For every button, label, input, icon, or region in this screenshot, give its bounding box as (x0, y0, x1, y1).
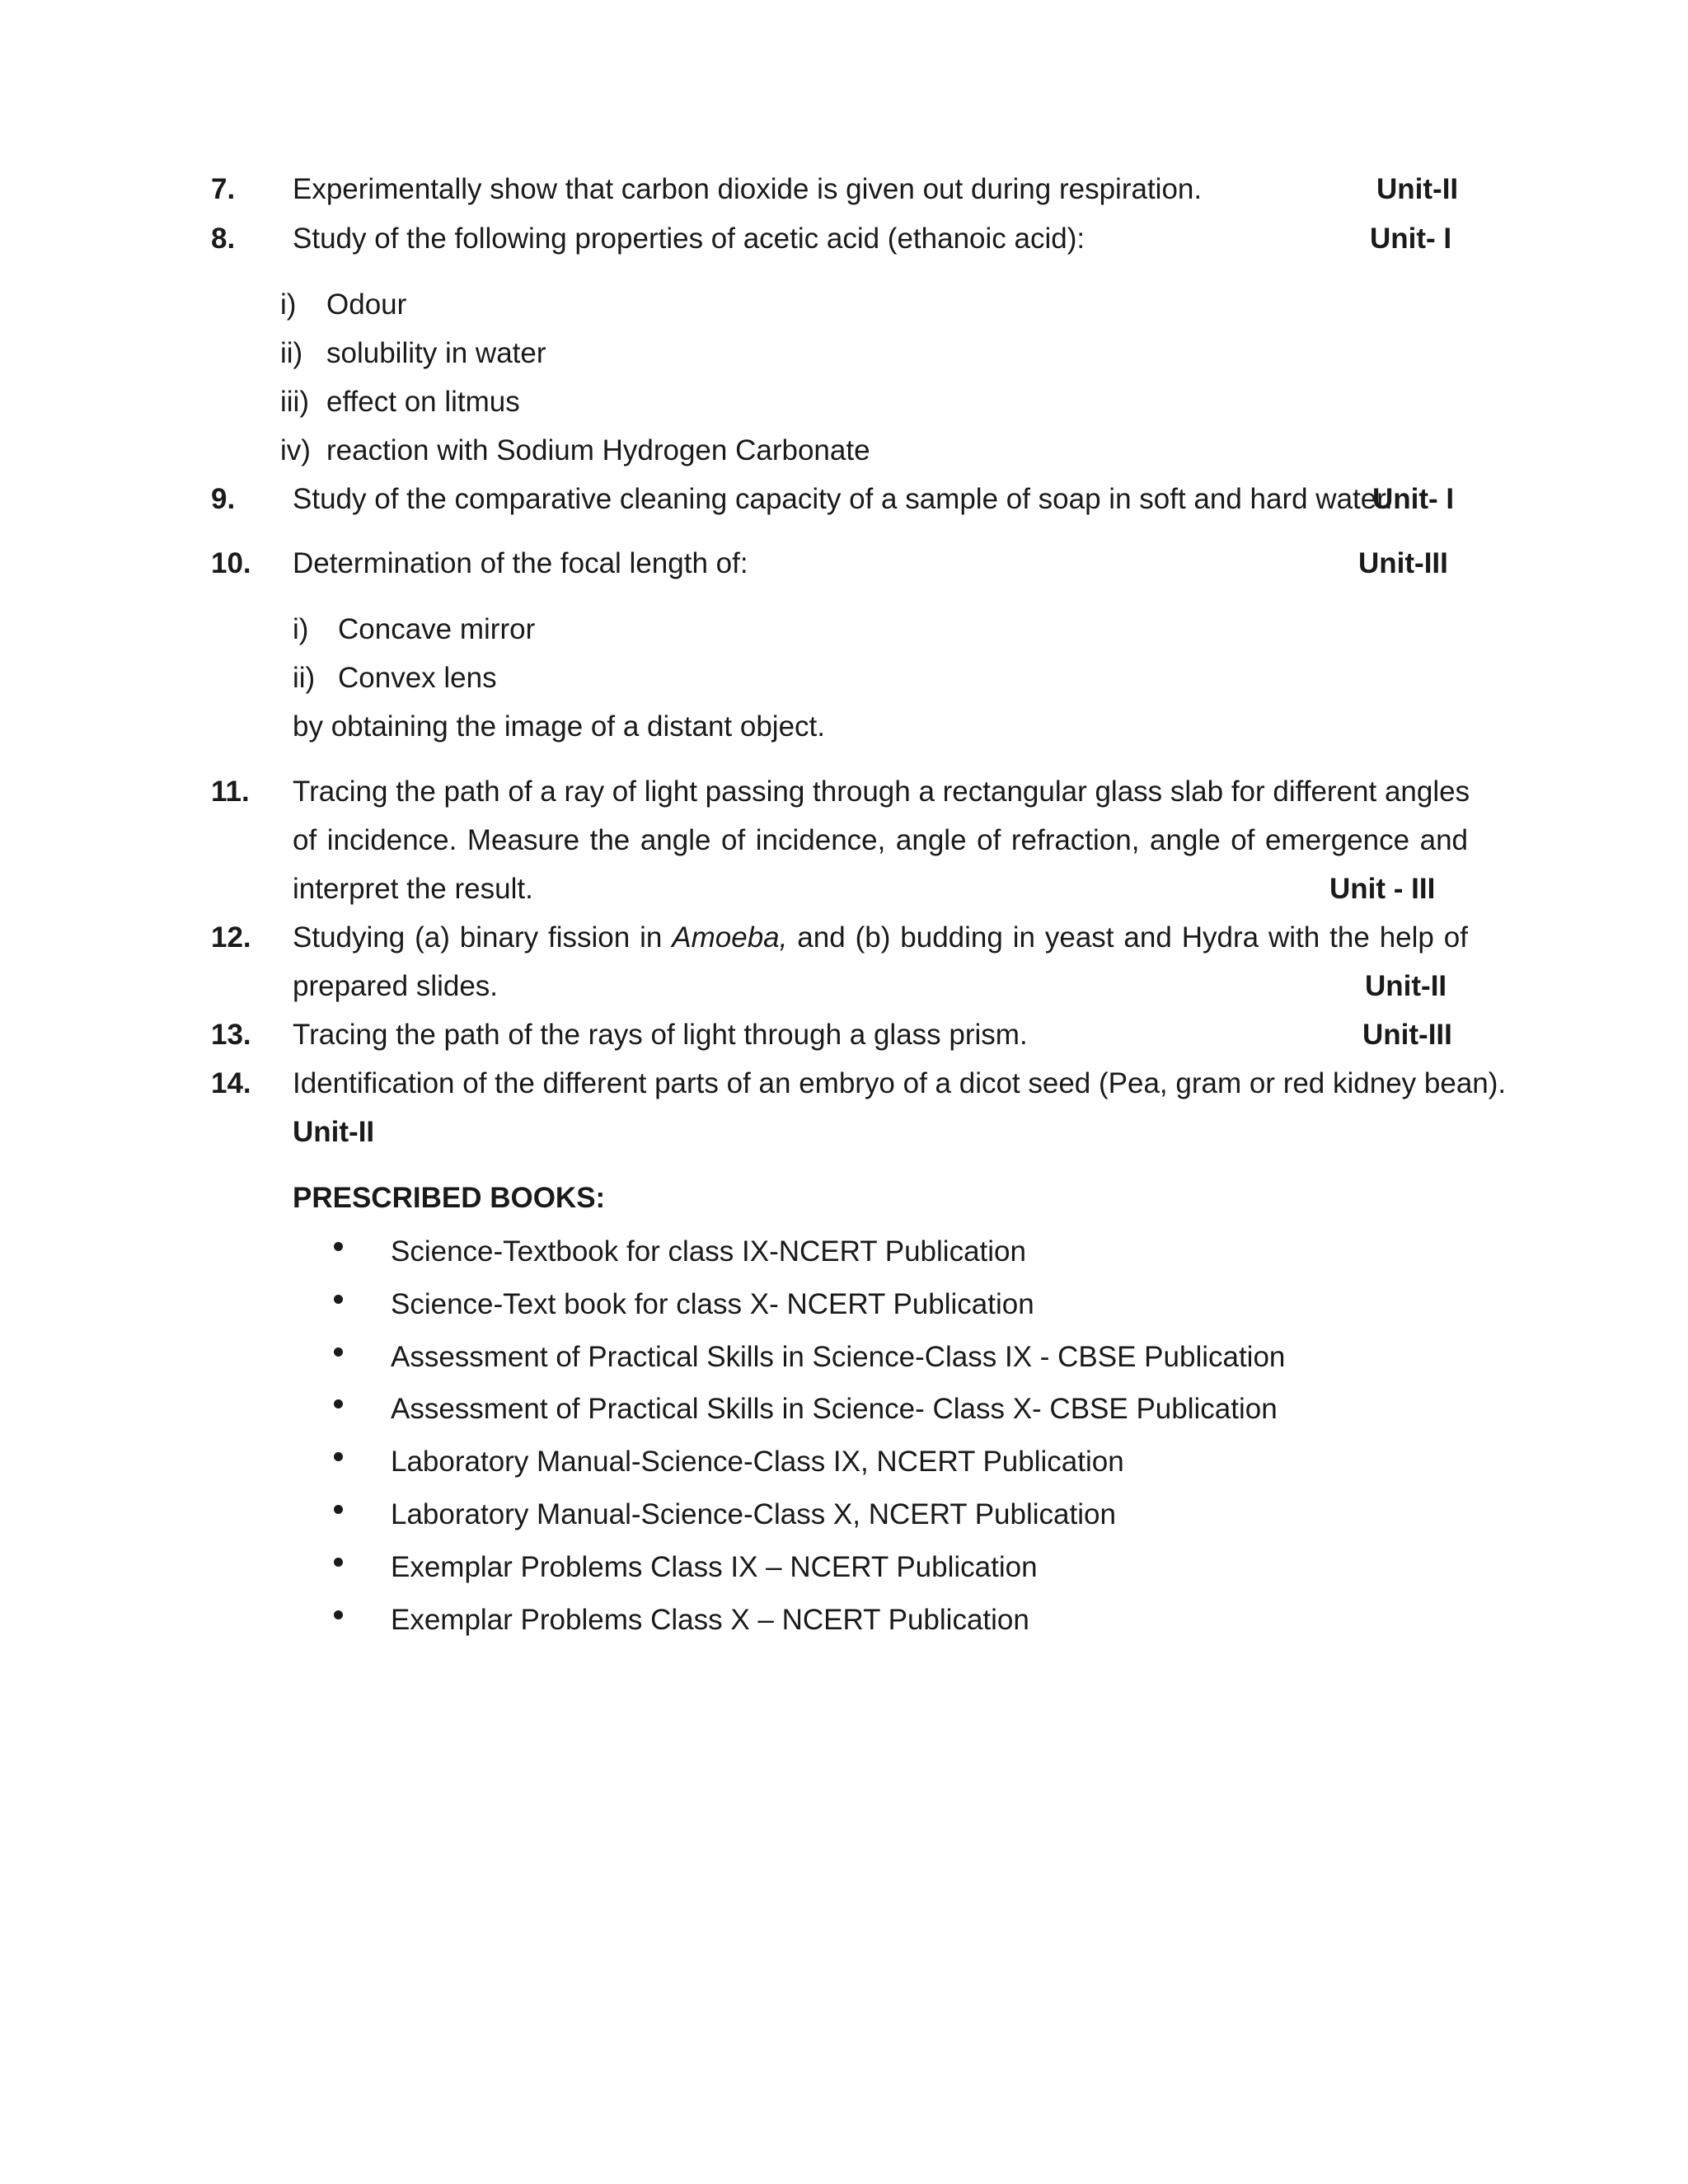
item-unit: Unit-II (1365, 970, 1447, 1002)
item-text-line: of incidence. Measure the angle of incidence, angle of refraction, angle of emergence and (293, 824, 1468, 856)
sub-item-text: Odour (326, 288, 407, 321)
item-text-segment: and (b) budding in yeast and Hydra with the help of (797, 921, 1468, 954)
sub-item-text: reaction with Sodium Hydrogen Carbonate (326, 434, 870, 466)
item-number: 14. (211, 1067, 251, 1099)
item-text: Tracing the path of the rays of light through a glass prism. (293, 1019, 1028, 1051)
item-unit: Unit - III (1329, 873, 1436, 905)
sub-item-marker: i) (280, 288, 297, 321)
bullet-icon (330, 1553, 348, 1571)
bullet-icon (330, 1394, 348, 1413)
item-number: 8. (211, 223, 236, 255)
item-text: Experimentally show that carbon dioxide is given out during respiration. (293, 173, 1203, 205)
item-unit: Unit-II (293, 1116, 375, 1148)
item-number: 7. (211, 173, 236, 205)
item-number: 12. (211, 921, 251, 954)
sub-item-marker: ii) (293, 662, 316, 694)
item-text: Identification of the different parts of an embryo of a dicot seed (Pea, gram or red kidney bean). (293, 1067, 1507, 1099)
book-item: Science-Textbook for class IX-NCERT Publication (391, 1235, 1026, 1268)
sub-item-text: solubility in water (326, 337, 546, 369)
item-continuation: by obtaining the image of a distant object. (293, 710, 825, 743)
item-text-line: Tracing the path of a ray of light passing through a rectangular glass slab for different angles (293, 776, 1470, 808)
item-unit: Unit- I (1370, 223, 1452, 255)
sub-item-text: effect on litmus (326, 386, 520, 418)
item-text-line: interpret the result. (293, 873, 533, 905)
sub-item-marker: iii) (280, 386, 309, 418)
item-number: 13. (211, 1019, 251, 1051)
item-text: Study of the following properties of acetic acid (ethanoic acid): (293, 223, 1085, 255)
bullet-icon (330, 1605, 348, 1624)
bullet-icon (330, 1447, 348, 1465)
sub-item-marker: ii) (280, 337, 303, 369)
bullet-icon (330, 1343, 348, 1361)
item-number: 11. (211, 776, 250, 808)
bullet-icon (330, 1500, 348, 1518)
book-item: Exemplar Problems Class X – NCERT Publication (391, 1604, 1029, 1636)
books-heading: PRESCRIBED BOOKS: (293, 1182, 606, 1214)
item-unit: Unit-III (1358, 547, 1448, 579)
item-unit: Unit- I (1372, 483, 1455, 515)
item-text-line: prepared slides. (293, 970, 499, 1002)
book-item: Laboratory Manual-Science-Class X, NCERT Publication (391, 1498, 1116, 1530)
book-item: Exemplar Problems Class IX – NCERT Publication (391, 1551, 1038, 1583)
book-item: Science-Text book for class X- NCERT Publication (391, 1288, 1034, 1320)
book-item: Assessment of Practical Skills in Science-Class IX - CBSE Publication (391, 1341, 1286, 1373)
species-name: Amoeba, (672, 921, 788, 954)
bullet-icon (330, 1237, 348, 1255)
book-item: Laboratory Manual-Science-Class IX, NCERT Publication (391, 1446, 1124, 1478)
sub-item-marker: i) (293, 613, 309, 645)
item-text: Determination of the focal length of: (293, 547, 748, 579)
item-unit: Unit-III (1362, 1019, 1452, 1051)
item-number: 9. (211, 483, 236, 515)
item-number: 10. (211, 547, 251, 579)
sub-item-text: Concave mirror (338, 613, 536, 645)
sub-item-text: Convex lens (338, 662, 497, 694)
item-text: Study of the comparative cleaning capacity of a sample of soap in soft and hard water. (293, 483, 1393, 515)
item-text-line (293, 923, 1468, 952)
bullet-icon (330, 1290, 348, 1308)
sub-item-marker: iv) (280, 434, 311, 466)
item-unit: Unit-II (1376, 173, 1459, 205)
book-item: Assessment of Practical Skills in Science- Class X- CBSE Publication (391, 1393, 1278, 1425)
item-text-segment: Studying (a) binary fission in (293, 921, 663, 954)
